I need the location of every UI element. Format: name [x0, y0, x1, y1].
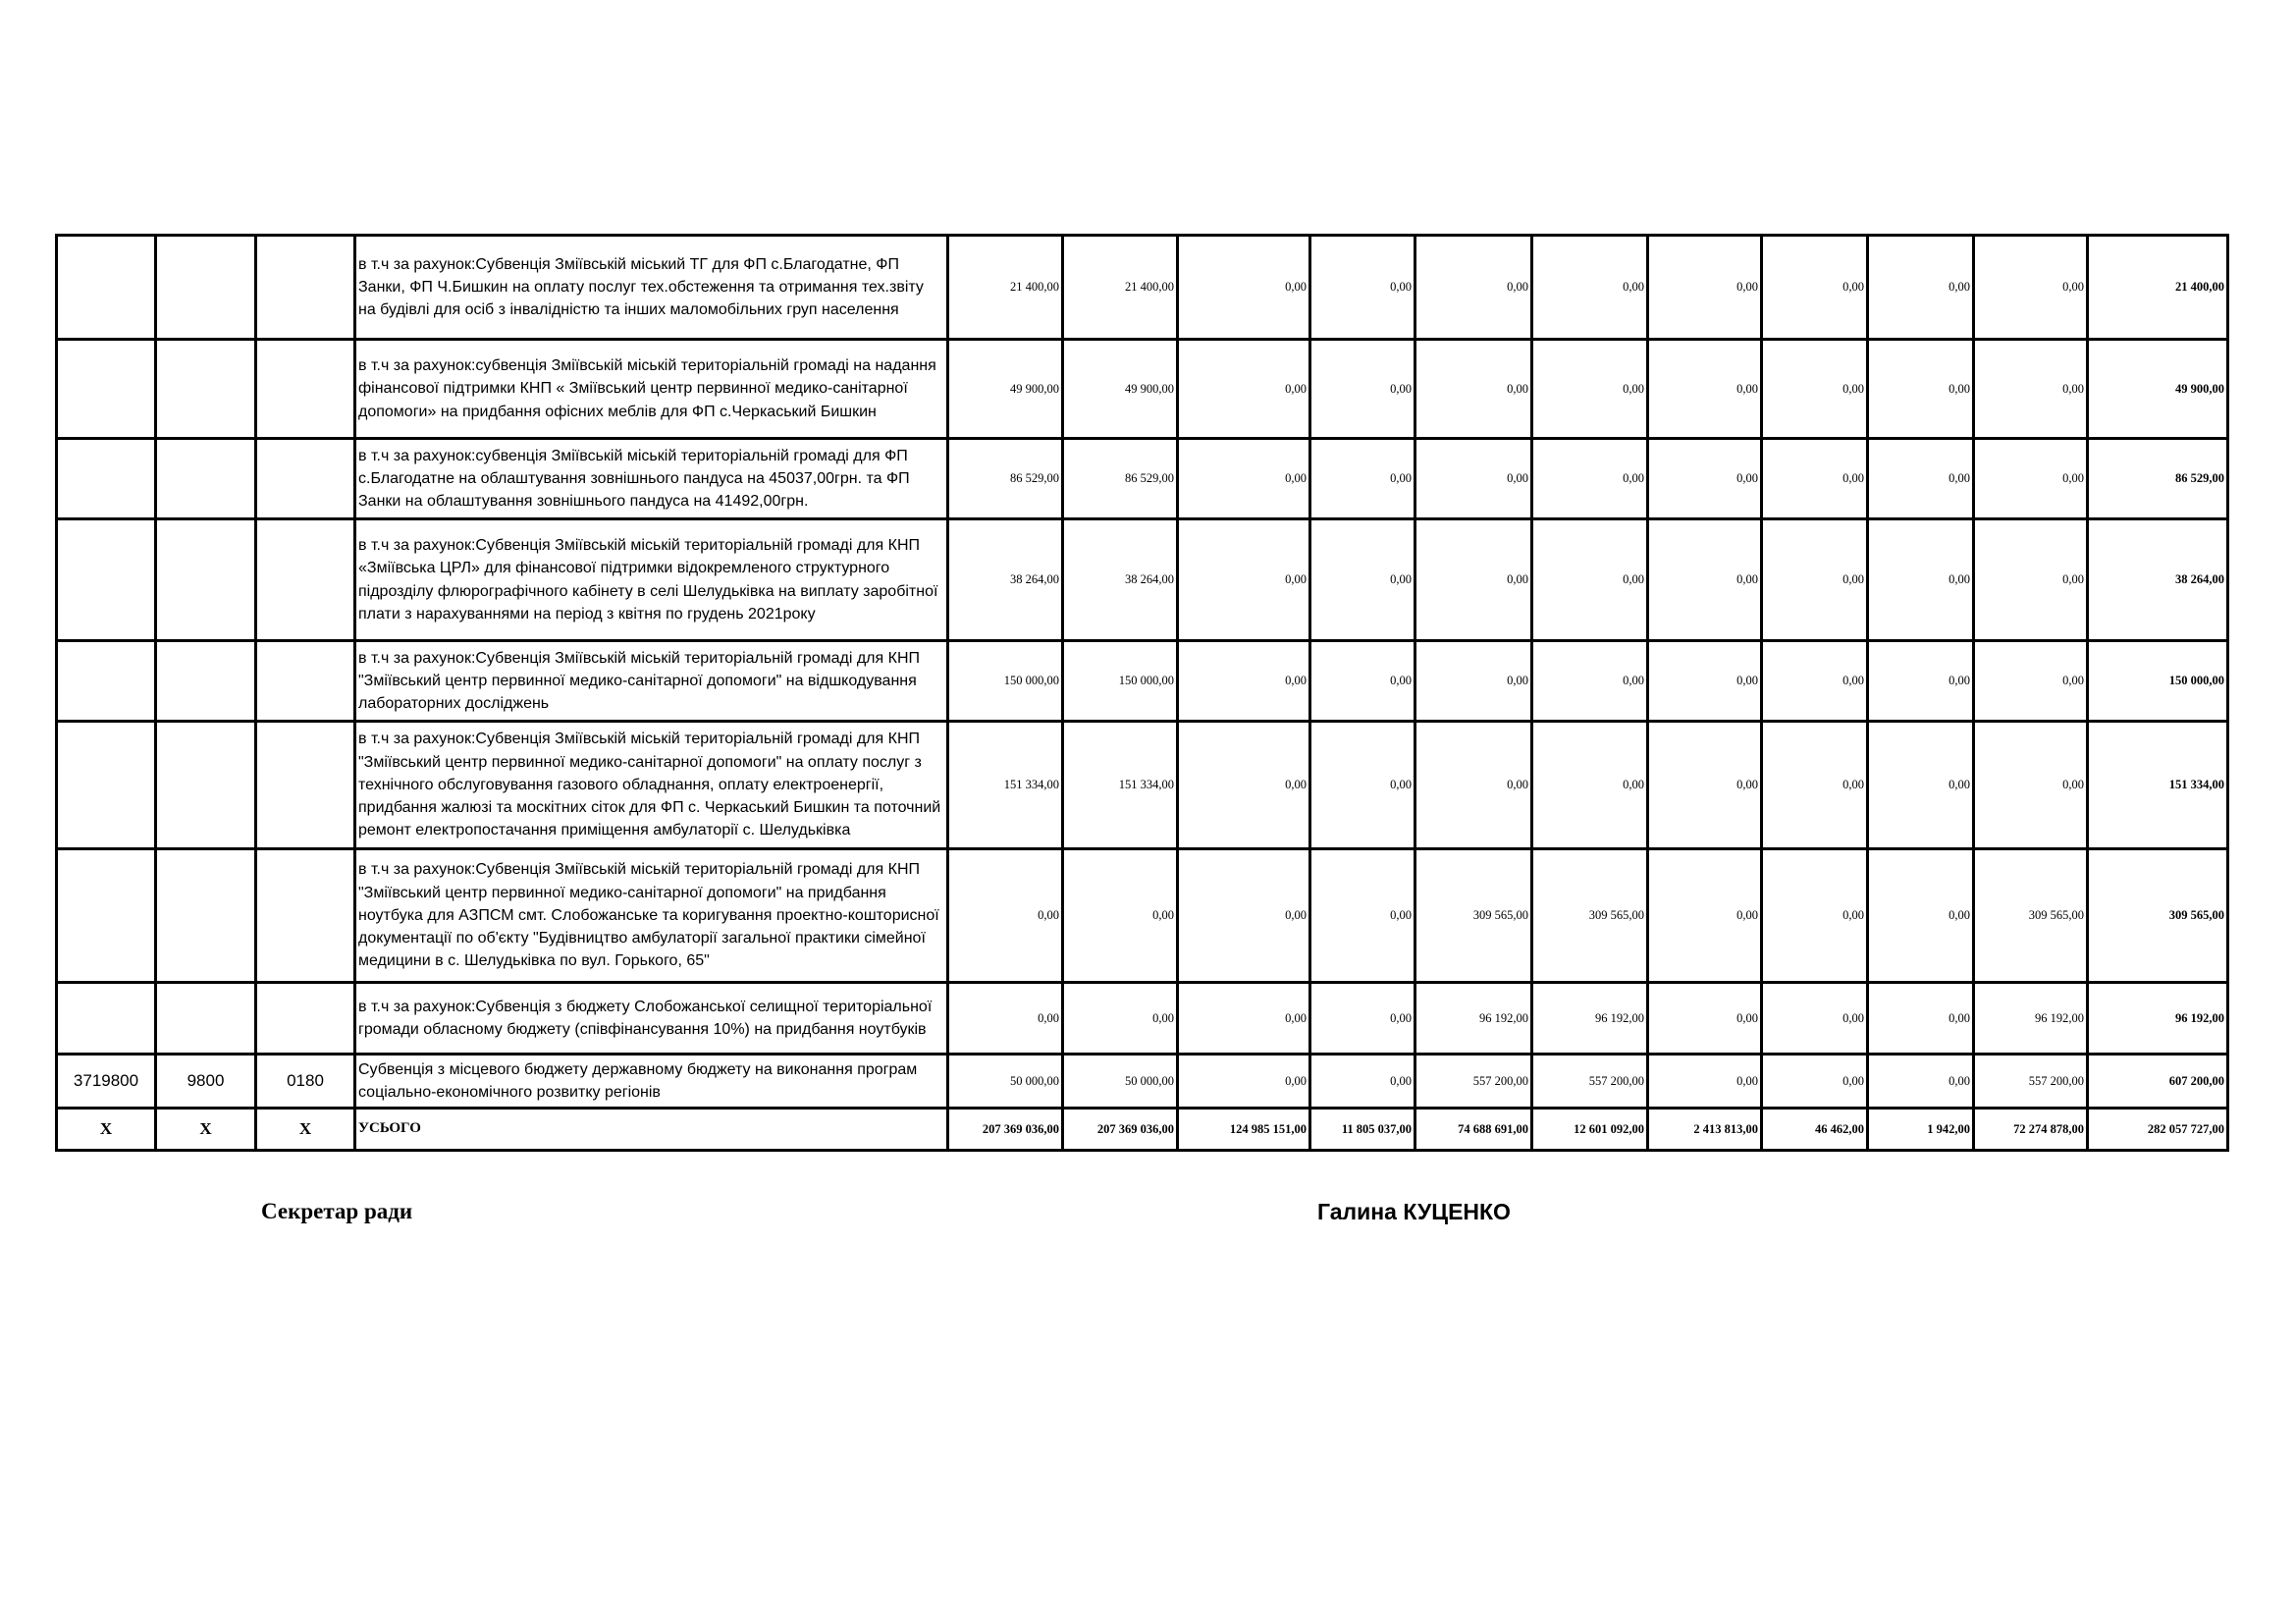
total-cell: 96 192,00 [2088, 983, 2228, 1055]
value-cell: 0,00 [1648, 519, 1762, 641]
value-cell: 151 334,00 [1063, 722, 1178, 849]
value-cell: 21 400,00 [948, 236, 1063, 340]
value-cell: 0,00 [1310, 439, 1415, 519]
value-cell: 0,00 [1762, 983, 1868, 1055]
value-cell: 309 565,00 [1415, 849, 1532, 983]
value-cell: 0,00 [1762, 439, 1868, 519]
value-cell: 0,00 [1532, 519, 1648, 641]
value-cell: 0,00 [1868, 1055, 1974, 1109]
value-cell: 96 192,00 [1532, 983, 1648, 1055]
kpkvk-cell [57, 340, 156, 439]
value-cell: 0,00 [1648, 236, 1762, 340]
table-row [57, 236, 2228, 340]
total-marker-cell: X [256, 1109, 355, 1151]
value-cell: 0,00 [1178, 439, 1310, 519]
value-cell: 49 900,00 [948, 340, 1063, 439]
value-cell: 0,00 [1868, 983, 1974, 1055]
value-cell: 0,00 [1178, 340, 1310, 439]
value-cell: 0,00 [1648, 983, 1762, 1055]
value-cell: 0,00 [1648, 439, 1762, 519]
total-value-cell: 12 601 092,00 [1532, 1109, 1648, 1151]
total-marker-cell: X [57, 1109, 156, 1151]
signatory-name: Галина КУЦЕНКО [1317, 1199, 1511, 1224]
value-cell: 0,00 [1868, 722, 1974, 849]
value-cell: 0,00 [1532, 439, 1648, 519]
value-cell: 557 200,00 [1415, 1055, 1532, 1109]
value-cell: 0,00 [1415, 340, 1532, 439]
value-cell: 0,00 [1532, 236, 1648, 340]
value-cell: 0,00 [1310, 236, 1415, 340]
value-cell: 0,00 [948, 983, 1063, 1055]
value-cell: 150 000,00 [1063, 641, 1178, 722]
value-cell: 0,00 [1310, 1055, 1415, 1109]
value-cell: 0,00 [1415, 236, 1532, 340]
total-cell: 151 334,00 [2088, 722, 2228, 849]
value-cell: 49 900,00 [1063, 340, 1178, 439]
value-cell: 0,00 [1310, 641, 1415, 722]
table-row [57, 849, 2228, 983]
value-cell: 0,00 [1178, 849, 1310, 983]
total-value-cell: 72 274 878,00 [1974, 1109, 2088, 1151]
kekv-cell [256, 236, 355, 340]
total-label: УСЬОГО [355, 1109, 948, 1151]
value-cell: 50 000,00 [1063, 1055, 1178, 1109]
total-value-cell: 74 688 691,00 [1415, 1109, 1532, 1151]
description-cell: в т.ч за рахунок:Субвенція Зміївській міський ТГ для ФП с.Благодатне, ФП Занки, ФП Ч.Бишкин на оплату послуг тех.обстеження та отримання тех.звіту на будівлі для осіб з інвалідністю та інших маломобільних груп населення [355, 236, 948, 340]
kfkvk-cell [156, 340, 256, 439]
value-cell: 0,00 [1868, 236, 1974, 340]
value-cell: 0,00 [1178, 641, 1310, 722]
value-cell: 0,00 [1415, 641, 1532, 722]
table-row [57, 641, 2228, 722]
kfkvk-cell [156, 849, 256, 983]
value-cell: 0,00 [1762, 722, 1868, 849]
kfkvk-cell [156, 439, 256, 519]
value-cell: 151 334,00 [948, 722, 1063, 849]
value-cell: 0,00 [1648, 849, 1762, 983]
total-value-cell: 46 462,00 [1762, 1109, 1868, 1151]
kfkvk-cell [156, 236, 256, 340]
total-value-cell: 2 413 813,00 [1648, 1109, 1762, 1151]
value-cell: 21 400,00 [1063, 236, 1178, 340]
value-cell: 96 192,00 [1415, 983, 1532, 1055]
kekv-cell [256, 439, 355, 519]
table-row [57, 439, 2228, 519]
kpkvk-cell: 3719800 [57, 1055, 156, 1109]
kekv-cell [256, 849, 355, 983]
value-cell: 0,00 [1415, 519, 1532, 641]
value-cell: 38 264,00 [1063, 519, 1178, 641]
total-value-cell: 207 369 036,00 [1063, 1109, 1178, 1151]
kpkvk-cell [57, 641, 156, 722]
value-cell: 0,00 [1974, 519, 2088, 641]
kpkvk-cell [57, 722, 156, 849]
total-cell: 86 529,00 [2088, 439, 2228, 519]
value-cell: 0,00 [1532, 641, 1648, 722]
kfkvk-cell [156, 641, 256, 722]
total-value-cell: 124 985 151,00 [1178, 1109, 1310, 1151]
value-cell: 0,00 [1415, 722, 1532, 849]
value-cell: 0,00 [1762, 236, 1868, 340]
value-cell: 0,00 [1974, 722, 2088, 849]
value-cell: 0,00 [1868, 519, 1974, 641]
value-cell: 0,00 [1532, 340, 1648, 439]
value-cell: 0,00 [1178, 236, 1310, 340]
value-cell: 0,00 [1868, 340, 1974, 439]
grand-total-cell: 282 057 727,00 [2088, 1109, 2228, 1151]
value-cell: 0,00 [1762, 849, 1868, 983]
value-cell: 309 565,00 [1532, 849, 1648, 983]
value-cell: 86 529,00 [1063, 439, 1178, 519]
table-row [57, 722, 2228, 849]
value-cell: 309 565,00 [1974, 849, 2088, 983]
description-cell: в т.ч за рахунок:Субвенція Зміївській міській територіальній громаді для КНП "Зміївський центр первинної медико-санітарної допомоги" на придбання ноутбука для АЗПСМ смт. Слобожанське та коригування проектно-кошторисної документації по об'єкту "Будівництво амбулаторії загальної практики сімейної медицини в с. Шелудьківка по вул. Горького, 65" [355, 849, 948, 983]
kfkvk-cell [156, 983, 256, 1055]
value-cell: 0,00 [1532, 722, 1648, 849]
description-cell: Субвенція з місцевого бюджету державному бюджету на виконання програм соціально-економічного розвитку регіонів [355, 1055, 948, 1109]
value-cell: 0,00 [1762, 340, 1868, 439]
table-row [57, 983, 2228, 1055]
kekv-cell [256, 983, 355, 1055]
kpkvk-cell [57, 519, 156, 641]
value-cell: 0,00 [1178, 983, 1310, 1055]
table-row [57, 340, 2228, 439]
description-cell: в т.ч за рахунок:Субвенція Зміївській міській територіальній громаді для КНП «Зміївська ЦРЛ» для фінансової підтримки відокремленого структурного підрозділу флюрографічного кабінету в селі Шелудьківка на виплату заробітної плати з нарахуваннями на період з квітня по грудень 2021року [355, 519, 948, 641]
kekv-cell: 0180 [256, 1055, 355, 1109]
kpkvk-cell [57, 236, 156, 340]
value-cell: 557 200,00 [1532, 1055, 1648, 1109]
total-cell: 607 200,00 [2088, 1055, 2228, 1109]
value-cell: 50 000,00 [948, 1055, 1063, 1109]
value-cell: 0,00 [1310, 519, 1415, 641]
total-cell: 309 565,00 [2088, 849, 2228, 983]
value-cell: 0,00 [1415, 439, 1532, 519]
kfkvk-cell: 9800 [156, 1055, 256, 1109]
value-cell: 0,00 [1762, 1055, 1868, 1109]
budget-table [55, 234, 2229, 1152]
total-cell: 38 264,00 [2088, 519, 2228, 641]
kfkvk-cell [156, 722, 256, 849]
value-cell: 0,00 [1762, 519, 1868, 641]
value-cell: 38 264,00 [948, 519, 1063, 641]
total-value-cell: 1 942,00 [1868, 1109, 1974, 1151]
value-cell: 0,00 [1974, 340, 2088, 439]
value-cell: 557 200,00 [1974, 1055, 2088, 1109]
value-cell: 0,00 [1648, 1055, 1762, 1109]
value-cell: 0,00 [1310, 340, 1415, 439]
value-cell: 0,00 [1648, 641, 1762, 722]
kfkvk-cell [156, 519, 256, 641]
kekv-cell [256, 340, 355, 439]
total-cell: 49 900,00 [2088, 340, 2228, 439]
value-cell: 0,00 [1310, 722, 1415, 849]
value-cell: 0,00 [1648, 722, 1762, 849]
value-cell: 0,00 [948, 849, 1063, 983]
value-cell: 0,00 [1868, 849, 1974, 983]
value-cell: 150 000,00 [948, 641, 1063, 722]
kekv-cell [256, 641, 355, 722]
value-cell: 0,00 [1063, 983, 1178, 1055]
value-cell: 0,00 [1648, 340, 1762, 439]
total-cell: 21 400,00 [2088, 236, 2228, 340]
value-cell: 86 529,00 [948, 439, 1063, 519]
value-cell: 0,00 [1974, 236, 2088, 340]
kpkvk-cell [57, 439, 156, 519]
value-cell: 0,00 [1178, 1055, 1310, 1109]
total-row [57, 1109, 2228, 1151]
kekv-cell [256, 519, 355, 641]
value-cell: 0,00 [1868, 439, 1974, 519]
total-value-cell: 207 369 036,00 [948, 1109, 1063, 1151]
total-marker-cell: X [156, 1109, 256, 1151]
value-cell: 0,00 [1974, 641, 2088, 722]
kekv-cell [256, 722, 355, 849]
table-row [57, 1055, 2228, 1109]
description-cell: в т.ч за рахунок:субвенція Зміївській міській територіальній громаді на надання фінансової підтримки КНП « Зміївський центр первинної медико-санітарної допомоги» на придбання офісних меблів для ФП с.Черкаський Бишкин [355, 340, 948, 439]
total-cell: 150 000,00 [2088, 641, 2228, 722]
kpkvk-cell [57, 983, 156, 1055]
value-cell: 0,00 [1310, 983, 1415, 1055]
description-cell: в т.ч за рахунок:субвенція Зміївській міській територіальній громаді для ФП с.Благодатне на облаштування зовнішнього пандуса на 45037,00грн. та ФП Занки на облаштування зовнішнього пандуса на 41492,00грн. [355, 439, 948, 519]
value-cell: 0,00 [1178, 722, 1310, 849]
total-value-cell: 11 805 037,00 [1310, 1109, 1415, 1151]
value-cell: 0,00 [1063, 849, 1178, 983]
value-cell: 0,00 [1868, 641, 1974, 722]
value-cell: 0,00 [1310, 849, 1415, 983]
value-cell: 0,00 [1762, 641, 1868, 722]
value-cell: 0,00 [1178, 519, 1310, 641]
value-cell: 0,00 [1974, 439, 2088, 519]
description-cell: в т.ч за рахунок:Субвенція Зміївській міській територіальній громаді для КНП "Зміївський центр первинної медико-санітарної допомоги" на відшкодування лабораторних досліджень [355, 641, 948, 722]
value-cell: 96 192,00 [1974, 983, 2088, 1055]
description-cell: в т.ч за рахунок:Субвенція з бюджету Слобожанської селищної територіальної громади обласному бюджету (співфінансування 10%) на придбання ноутбуків [355, 983, 948, 1055]
kpkvk-cell [57, 849, 156, 983]
description-cell: в т.ч за рахунок:Субвенція Зміївській міській територіальній громаді для КНП "Зміївський центр первинної медико-санітарної допомоги" на оплату послуг з технічного обслуговування газового обладнання, оплату електроенергії, придбання жалюзі та москітних сіток для ФП с. Черкаський Бишкин та поточний ремонт електропостачання приміщення амбулаторії с. Шелудьківка [355, 722, 948, 849]
signatory-position: Секретар ради [261, 1199, 413, 1223]
table-row [57, 519, 2228, 641]
